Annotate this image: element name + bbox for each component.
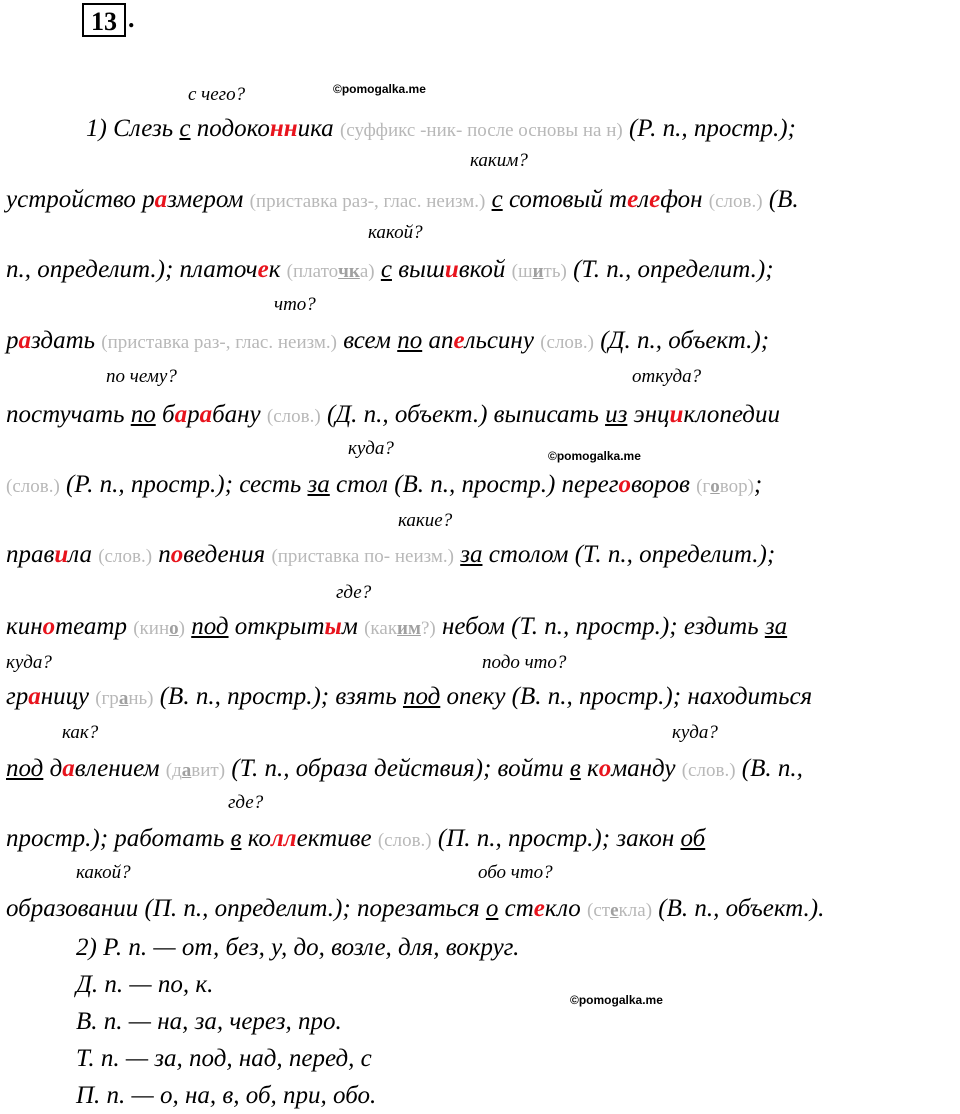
question-label: как? — [62, 722, 99, 743]
question-label: куда? — [672, 722, 718, 743]
question-label: где? — [228, 792, 264, 813]
text-line: простр.); работать в коллективе (слов.) (П. п., простр.); закон об — [6, 825, 706, 852]
question-label: какой? — [368, 222, 423, 243]
case-prepositions-line: Т. п. — за, под, над, перед, с — [76, 1045, 372, 1072]
text-line: кинотеатр (кино) под открытым (каким?) небом (Т. п., простр.); ездить за — [6, 613, 788, 640]
question-label: что? — [274, 294, 316, 315]
question-label: обо что? — [478, 862, 553, 883]
text-line: постучать по барабану (слов.) (Д. п., объект.) выписать из энциклопедии — [6, 401, 780, 428]
text-line: границу (грань) (В. п., простр.); взять под опеку (В. п., простр.); находиться — [6, 683, 813, 710]
watermark: ©pomogalka.me — [333, 82, 426, 96]
text-line: раздать (приставка раз-, глас. неизм.) всем по апельсину (слов.) (Д. п., объект.); — [6, 327, 770, 354]
case-prepositions-line: 2) Р. п. — от, без, у, до, возле, для, вокруг. — [76, 934, 520, 961]
question-label: куда? — [348, 438, 394, 459]
text-line: п., определит.); платочек (платочка) с вышивкой (шить) (Т. п., определит.); — [6, 256, 774, 283]
question-label: какой? — [76, 862, 131, 883]
question-label: где? — [336, 582, 372, 603]
exercise-number-dot: . — [128, 4, 135, 33]
case-prepositions-line: В. п. — на, за, через, про. — [76, 1008, 342, 1035]
question-label: по чему? — [106, 366, 177, 387]
question-label: куда? — [6, 652, 52, 673]
text-line: (слов.) (Р. п., простр.); сесть за стол (В. п., простр.) переговоров (говор); — [6, 471, 763, 498]
case-prepositions-line: Д. п. — по, к. — [76, 971, 214, 998]
case-prepositions-line: П. п. — о, на, в, об, при, обо. — [76, 1082, 377, 1109]
watermark: ©pomogalka.me — [548, 449, 641, 463]
exercise-number: 13 — [82, 3, 126, 37]
question-label: каким? — [470, 150, 528, 171]
text-line: 1) Слезь с подоконника (суффикс -ник- после основы на н) (Р. п., простр.); — [86, 115, 796, 142]
text-line: правила (слов.) поведения (приставка по- неизм.) за столом (Т. п., определит.); — [6, 541, 776, 568]
question-label: с чего? — [188, 84, 246, 105]
question-label: какие? — [398, 510, 453, 531]
watermark: ©pomogalka.me — [570, 993, 663, 1007]
text-line: под давлением (давит) (Т. п., образа действия); войти в команду (слов.) (В. п., — [6, 755, 803, 782]
text-line: образовании (П. п., определит.); порезаться о стекло (стекла) (В. п., объект.). — [6, 895, 825, 922]
question-label: откуда? — [632, 366, 702, 387]
text-line: устройство размером (приставка раз-, глас. неизм.) с сотовый телефон (слов.) (В. — [6, 186, 799, 213]
question-label: подо что? — [482, 652, 567, 673]
